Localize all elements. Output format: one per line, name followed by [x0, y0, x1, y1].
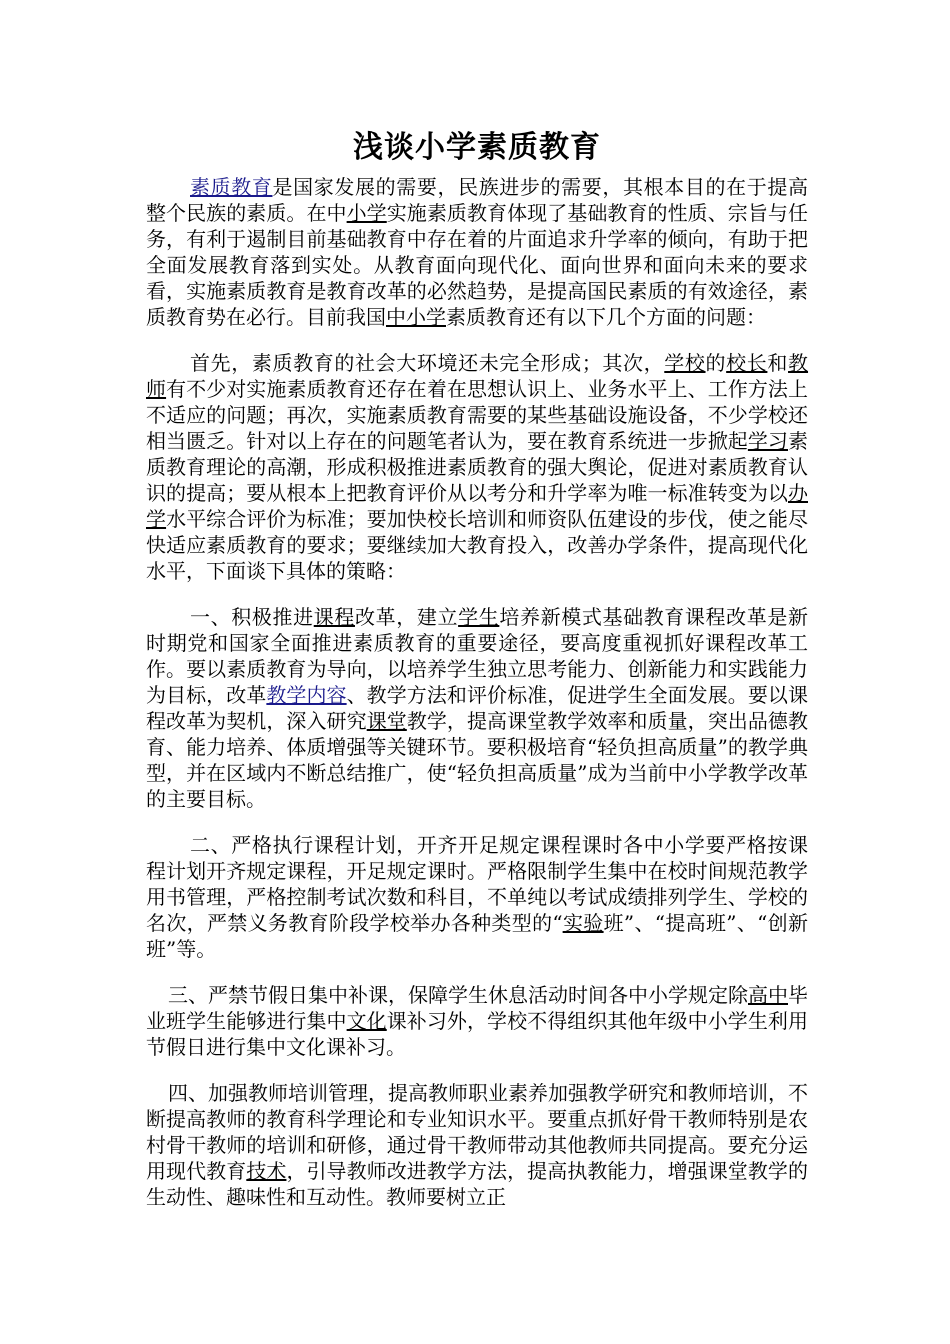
- link-gaozhong[interactable]: 高中: [748, 983, 788, 1007]
- paragraph-text: 的: [705, 351, 727, 375]
- paragraph-problems: [146, 350, 808, 584]
- paragraph-text: ，引导教师改进教学方法，提高执教能力，增强课堂教学的生动性、趣味性和互动性。教师要树立正: [146, 1159, 808, 1209]
- link-ketang[interactable]: 课堂: [366, 709, 407, 733]
- paragraph-text: 素质教育还有以下几个方面的问题：: [446, 305, 766, 329]
- paragraph-text: 二、严格执行课程计划，开齐开足规定课程课时各中小学要严格按课程计划开齐规定课程，开足规定课时。严格限制学生集中在校时间规范教学用书管理，严格控制考试次数和科目，不单纯以考试成绩排列学生、学校的名次，严禁义务教育阶段学校举办各种类型的“: [146, 833, 808, 935]
- paragraph-strategy-1: [146, 604, 808, 812]
- paragraph-text: 培养新模式基础教育课程改革是新时期党和国家全面推进素质教育的重要途径，要高度重视抓好课程改革工作。要以素质教育为导向，以培养学生独立思考能力、创新能力和实践能力为目标，改革: [146, 605, 809, 707]
- paragraph-text: 班”、“提高班”、“创新班”等。: [146, 911, 809, 961]
- paragraph-text: 毕业班学生能够进行集中: [146, 983, 808, 1033]
- link-jiaoxue-neirong[interactable]: 教学内容: [266, 683, 347, 707]
- paragraph-text: 素质教育理论的高潮，形成积极推进素质教育的强大舆论，促进对素质教育认识的提高；要从根本上把教育评价从以考分和升学率为唯一标准转变为以: [146, 429, 808, 505]
- link-wenhua[interactable]: 文化: [346, 1009, 387, 1033]
- paragraph-text: 和: [767, 351, 789, 375]
- link-xiaozhang[interactable]: 校长: [726, 351, 768, 375]
- link-suzhi-jiaoyu[interactable]: 素质教育: [190, 175, 273, 199]
- paragraph-text: 实施素质教育体现了基础教育的性质、宗旨与任务，有利于遏制目前基础教育中存在着的片面追求升学率的倾向，有助于把全面发展教育落到实处。从教育面向现代化、面向世界和面向未来的要求看，实施素质教育是教育改革的必然趋势，是提高国民素质的有效途径，素质教育势在必行。目前我国: [146, 201, 808, 329]
- paragraph-text: 水平综合评价为标准；要加快校长培训和师资队伍建设的步伐，使之能尽快适应素质教育的要求；要继续加大教育投入，改善办学条件，提高现代化水平，下面谈下具体的策略：: [146, 507, 808, 583]
- paragraph-strategy-2: [146, 832, 808, 962]
- link-zhongxiaoxue[interactable]: 中小学: [386, 305, 446, 329]
- link-xuexiao[interactable]: 学校: [664, 351, 706, 375]
- paragraph-text: 四、加强教师培训管理，提高教师职业素养加强教学研究和教师培训，不断提高教师的教育科学理论和专业知识水平。要重点抓好骨干教师特别是农村骨干教师的培训和研修，通过骨干教师带动其他教师共同提高。要充分运用现代教育: [146, 1081, 808, 1183]
- paragraph-text: 教学，提高课堂教学效率和质量，突出品德教育、能力培养、体质增强等关键环节。要积极培育“轻负担高质量”的教学典型，并在区域内不断总结推广，使“轻负担高质量”成为当前中小学教学改革的主要目标。: [146, 709, 808, 811]
- paragraph-text: 三、严禁节假日集中补课，保障学生休息活动时间各中小学规定除: [168, 983, 748, 1007]
- paragraph-text: 首先，素质教育的社会大环境还未完全形成；其次，: [190, 351, 665, 375]
- link-xuesheng[interactable]: 学生: [458, 605, 500, 629]
- link-kecheng[interactable]: 课程: [313, 605, 355, 629]
- paragraph-text: 改革，建立: [354, 605, 459, 629]
- paragraph-text: 、教学方法和评价标准，促进学生全面发展。要以课程改革为契机，深入研究: [146, 683, 808, 733]
- link-jiaoshi[interactable]: 教师: [146, 351, 809, 401]
- link-xuexi[interactable]: 学习: [747, 429, 788, 453]
- paragraph-text: 是国家发展的需要，民族进步的需要，其根本目的在于提高整个民族的素质。在中: [146, 175, 809, 225]
- paragraph-intro: [146, 174, 808, 330]
- link-jishu[interactable]: 技术: [246, 1159, 287, 1183]
- paragraph-text: 有不少对实施素质教育还存在着在思想认识上、业务水平上、工作方法上不适应的问题；再次，实施素质教育需要的某些基础设施设备，不少学校还相当匮乏。针对以上存在的问题笔者认为，要在教育系统进一步掀起: [146, 377, 808, 453]
- paragraph-strategy-3: [146, 982, 808, 1060]
- paragraph-text: 一、积极推进: [190, 605, 314, 629]
- document-page: [146, 128, 808, 1230]
- link-xiaoxue[interactable]: 小学: [346, 201, 387, 225]
- document-title: 浅谈小学素质教育: [353, 130, 601, 165]
- link-shiyan[interactable]: 实验: [562, 911, 604, 935]
- paragraph-strategy-4: [146, 1080, 808, 1210]
- paragraph-text: 课补习外，学校不得组织其他年级中小学生利用节假日进行集中文化课补习。: [146, 1009, 808, 1059]
- link-banxue[interactable]: 办学: [146, 481, 808, 531]
